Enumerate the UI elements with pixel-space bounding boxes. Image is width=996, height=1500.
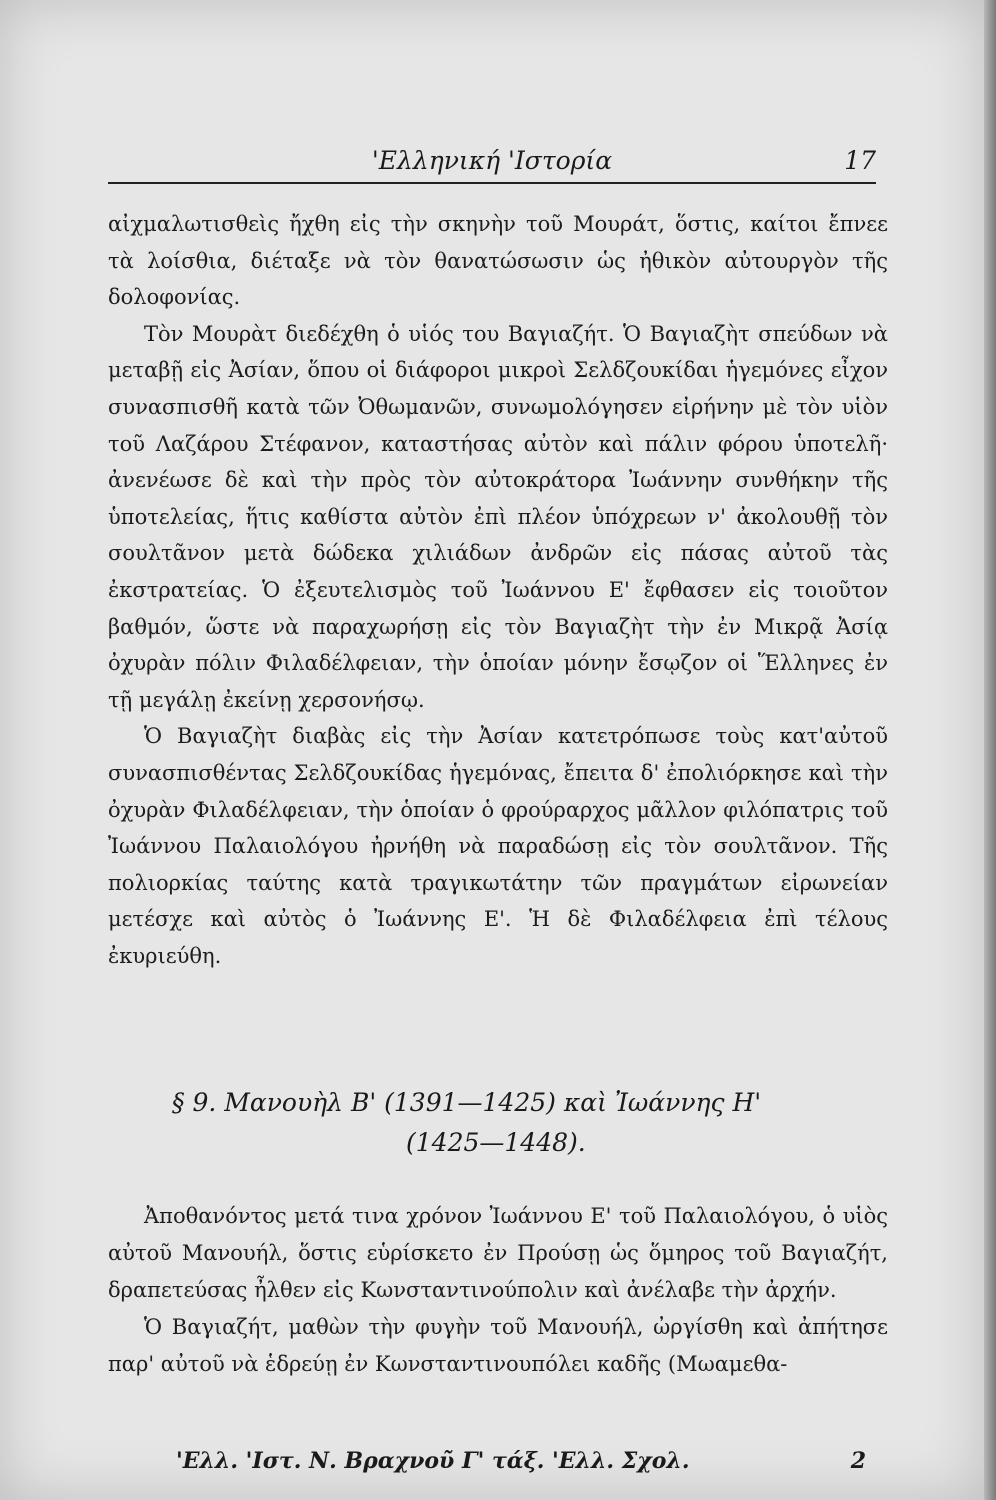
- body-text: [108, 206, 888, 974]
- section-heading-line-2: (1425—1448).: [406, 1128, 586, 1157]
- running-title: 'Ελληνική 'Ιστορία: [371, 146, 613, 175]
- page-number: 17: [844, 146, 876, 175]
- running-head: [108, 140, 876, 184]
- section-text: [108, 1198, 888, 1383]
- section-heading-line-1: § 9. Μανουὴλ Β' (1391—1425) καὶ Ἰωάννης Η': [172, 1088, 762, 1117]
- signature-number: 2: [850, 1448, 866, 1474]
- section-paragraph-2: Ὁ Βαγιαζήτ, μαθὼν τὴν φυγὴν τοῦ Μανουήλ, ὠργίσθη καὶ ἀπήτησε παρ' αὐτοῦ νὰ ἑδρεύῃ ἐν Κωνσταντινουπόλει καδῆς (Μωαμεθα-: [108, 1315, 888, 1376]
- section-paragraph-1: Ἀποθανόντος μετά τινα χρόνον Ἰωάννου Ε' τοῦ Παλαιολόγου, ὁ υἱὸς αὐτοῦ Μανουήλ, ὅστις εὑρίσκετο ἐν Προύσῃ ὡς ὅμηρος τοῦ Βαγιαζήτ, δραπετεύσας ἦλθεν εἰς Κωνσταντινούπολιν καὶ ἀνέλαβε τὴν ἀρχήν.: [108, 1204, 888, 1302]
- paragraph-3: Ὁ Βαγιαζὴτ διαβὰς εἰς τὴν Ἀσίαν κατετρόπωσε τοὺς κατ'αὐτοῦ συνασπισθέντας Σελδζουκίδας ἡγεμόνας, ἔπειτα δ' ἐπολιόρκησε καὶ τὴν ὀχυρὰν Φιλαδέλφειαν, τὴν ὁποίαν ὁ φρούραρχος μᾶλλον φιλόπατρις τοῦ Ἰωάννου Παλαιολόγου ἠρνήθη νὰ παραδώσῃ εἰς τὸν σουλτᾶνον. Τῆς πολιορκίας ταύτης κατὰ τραγικωτάτην τῶν πραγμάτων εἰρωνείαν μετέσχε καὶ αὐτὸς ὁ Ἰωάννης Ε'. Ἡ δὲ Φιλαδέλφεια ἐπὶ τέλους ἐκυριεύθη.: [108, 724, 888, 968]
- footer-signature: [176, 1448, 866, 1474]
- paragraph-1: αἰχμαλωτισθεὶς ἤχθη εἰς τὴν σκηνὴν τοῦ Μουράτ, ὅστις, καίτοι ἔπνεε τὰ λοίσθια, διέταξε νὰ τὸν θανατώσωσιν ὡς ἠθικὸν αὐτουργὸν τῆς δολοφονίας.: [108, 212, 888, 310]
- footer-text: 'Ελλ. 'Ιστ. Ν. Βραχνοῦ Γ' τάξ. 'Ελλ. Σχολ.: [176, 1448, 690, 1474]
- page-edge: [984, 0, 996, 1500]
- paragraph-2: Τὸν Μουρὰτ διεδέχθη ὁ υἱός του Βαγιαζήτ. Ὁ Βαγιαζὴτ σπεύδων νὰ μεταβῇ εἰς Ἀσίαν, ὅπου οἱ διάφοροι μικροὶ Σελδζουκίδαι ἡγεμόνες εἶχον συνασπισθῆ κατὰ τῶν Ὀθωμανῶν, συνωμολόγησεν εἰρήνην μὲ τὸν υἱὸν τοῦ Λαζάρου Στέφανον, καταστήσας αὐτὸν καὶ πάλιν φόρου ὑποτελῆ· ἀνενέωσε δὲ καὶ τὴν πρὸς τὸν αὐτοκράτορα Ἰωάννην συνθήκην τῆς ὑποτελείας, ἥτις καθίστα αὐτὸν ἐπὶ πλέον ὑπόχρεων ν' ἀκολουθῇ τὸν σουλτᾶνον μετὰ δώδεκα χιλιάδων ἀνδρῶν εἰς πάσας αὐτοῦ τὰς ἐκστρατείας. Ὁ ἐξευτελισμὸς τοῦ Ἰωάννου Ε' ἔφθασεν εἰς τοιοῦτον βαθμόν, ὥστε νὰ παραχωρήσῃ εἰς τὸν Βαγιαζὴτ τὴν ἐν Μικρᾷ Ἀσίᾳ ὀχυρὰν πόλιν Φιλαδέλφειαν, τὴν ὁποίαν μόνην ἔσῳζον οἱ Ἕλληνες ἐν τῇ μεγάλῃ ἐκείνῃ χερσονήσῳ.: [108, 321, 888, 712]
